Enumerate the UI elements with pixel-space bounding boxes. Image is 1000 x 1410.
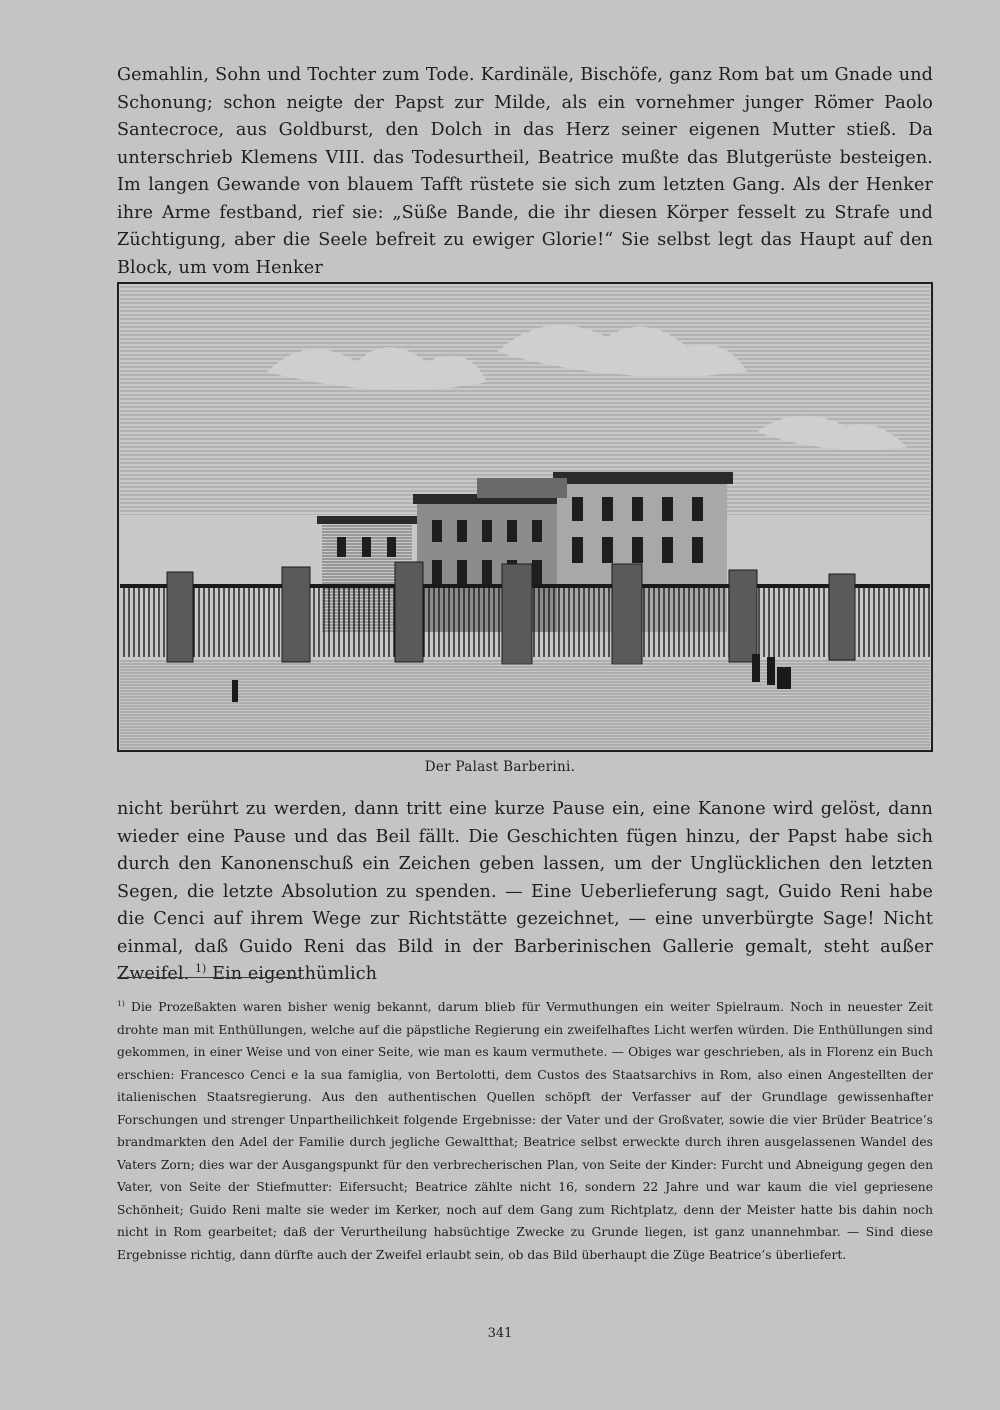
footnote-text: Die Prozeßakten waren bisher wenig bekannt, darum blieb für Vermuthungen ein weiter Spielraum. Noch in neuester Zeit drohte man mit Enthüllungen, welche auf die päpstliche Regierung ein zweifelhaftes Licht werfen würden. Die Enthüllungen sind gekommen, in einer Weise und von einer Seite, wie man es kaum vermuthete. — Obiges war geschrieben, als in Florenz ein Buch erschien: Francesco Cenci e la sua famiglia, von Bertolotti, dem Custos des Staatsarchivs in Rom, also einen Angestellten der italienischen Staatsregierung. Aus den authentischen Quellen schöpft der Verfasser auf der Grundlage gewissenhafter Forschungen und strenger Unpartheilichkeit folgende Ergebnisse: der Vater und der Großvater, sowie die vier Brüder Beatrice’s brandmarkten den Adel der Familie durch jegliche Gewaltthat; Beatrice selbst erweckte durch ihren ausgelassenen Wandel des Vaters Zorn; dies war der Ausgangspunkt für den verbrecherischen Plan, von Seite der Kinder: Furcht und Abneigung gegen den Vater, von Seite der Stiefmutter: Eifersucht; Beatrice zählte nicht 16, sondern 22 Jahre und war kaum die viel gepriesene Schönheit; Guido Reni malte sie weder im Kerker, noch auf dem Gang zum Richtplatz, denn der Meister hatte bis dahin noch nicht in Rom gearbeitet; daß der Verurtheilung habsüchtige Zwecke zu Grunde liegen, ist ganz unannehmbar. — Sind diese Ergebnisse richtig, dann dürfte auch der Zweifel erlaubt sein, ob das Bild überhaupt die Züge Beatrice’s überliefert. <box>117 1000 933 1262</box>
figure-caption: Der Palast Barberini. <box>424 759 576 775</box>
page-number: 341 <box>487 1326 513 1341</box>
footnote-reference: 1) <box>194 962 207 976</box>
paragraph-top: Gemahlin, Sohn und Tochter zum Tode. Kardinäle, Bischöfe, ganz Rom bat um Gnade und Schonung; schon neigte der Papst zur Milde, als ein vornehmer junger Römer Paolo Santecroce, aus Goldburst, den Dolch in das Herz seiner eigenen Mutter stieß. Da unterschrieb Klemens VIII. das Todesurtheil, Beatrice mußte das Blutgerüste besteigen. Im langen Gewande von blauem Tafft rüstete sie sich zum letzten Gang. Als der Henker ihre Arme festband, rief sie: „Süße Bande, die ihr diesen Körper fesselt zu Strafe und Züchtigung, aber die Seele befreit zu ewiger Glorie!“ Sie selbst legt das Haupt auf den Block, um vom Henker <box>117 65 933 278</box>
footnote-marker: 1) <box>117 998 125 1008</box>
paragraph-bottom <box>117 796 933 989</box>
paragraph-bottom-continuation: Ein eigenthümlich <box>206 964 378 984</box>
paragraph-bottom-text: nicht berührt zu werden, dann tritt eine kurze Pause ein, eine Kanone wird gelöst, dann wieder eine Pause und das Beil fällt. Die Geschichten fügen hinzu, der Papst habe sich durch den Kanonenschuß ein Zeichen geben lassen, um der Unglücklichen den letzten Segen, die letzte Absolution zu spenden. — Eine Ueberlieferung sagt, Guido Reni habe die Cenci auf ihrem Wege zur Richtstätte gezeichnet, — eine unverbürgte Sage! Nicht einmal, daß Guido Reni das Bild in der Barberinischen Gallerie gemalt, steht außer Zweifel. <box>117 799 933 984</box>
engraving-palazzo-barberini <box>117 282 933 752</box>
street <box>120 660 930 749</box>
footnote <box>117 996 933 1266</box>
footnote-separator <box>117 977 300 978</box>
